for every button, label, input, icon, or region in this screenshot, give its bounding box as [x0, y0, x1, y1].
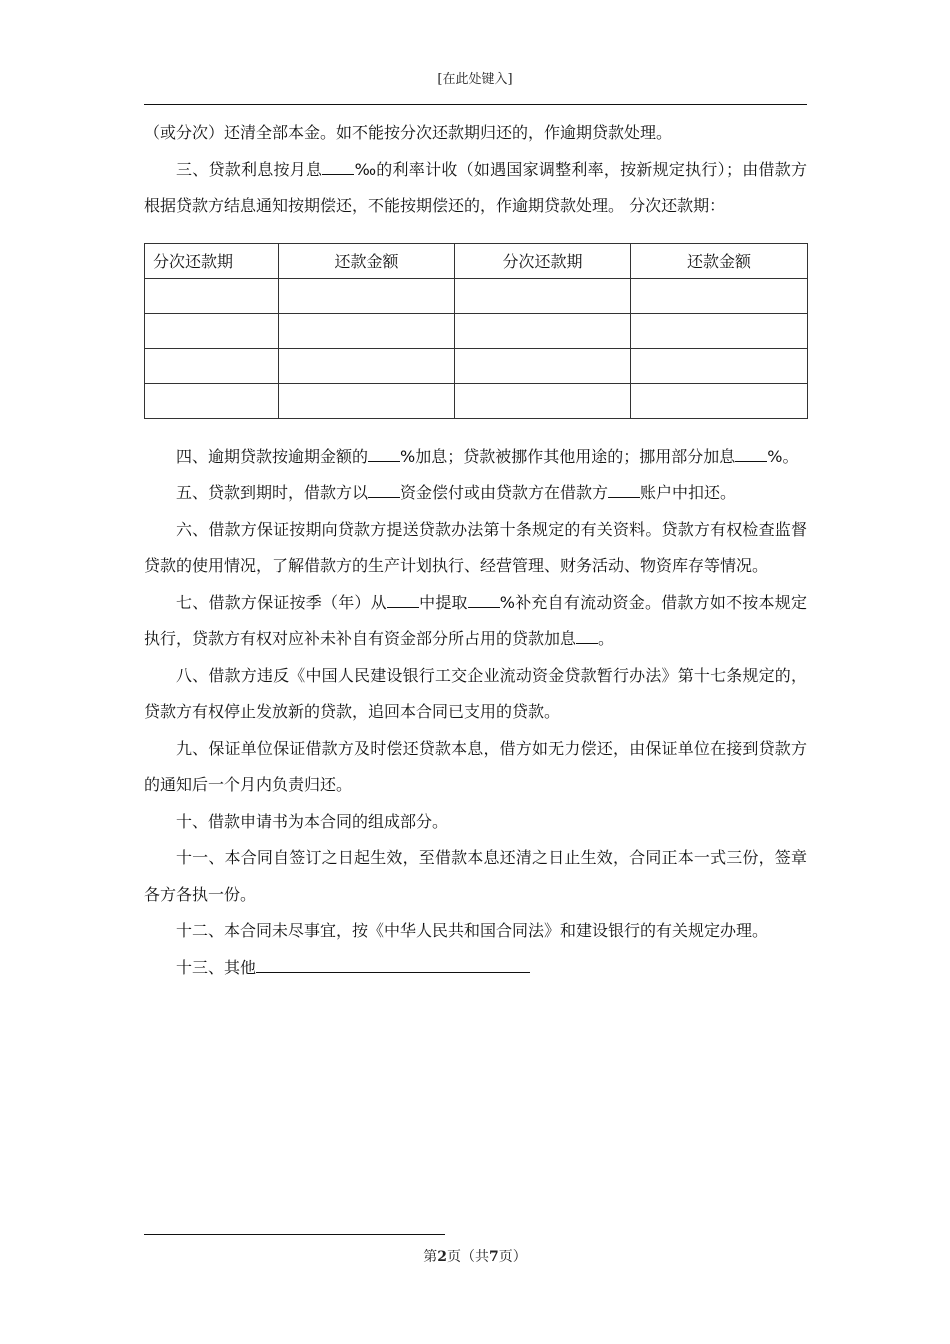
table-cell[interactable]: [455, 383, 631, 418]
table-header-cell: 还款金额: [631, 243, 808, 278]
clause-5: [144, 475, 807, 512]
clause-5-text-b: 资金偿付或由贷款方在借款方: [400, 483, 609, 502]
table-cell[interactable]: [279, 348, 455, 383]
percent-blank: [468, 589, 500, 608]
clause-4-text-a: 四、逾期贷款按逾期金额的: [176, 446, 369, 466]
table-header-row: [145, 243, 808, 278]
account-blank: [608, 479, 640, 498]
clause-7-text-c: %补充自有流动资金。借款方如不按本规定执行，贷款方有权对应补未补自有资金部分所占用的贷款加息: [144, 592, 807, 648]
table-header-cell: 分次还款期: [455, 243, 631, 278]
clause-6: 六、借款方保证按期向贷款方提送贷款办法第十条规定的有关资料。贷款方有权检查监督贷款的使用情况，了解借款方的生产计划执行、经营管理、财务活动、物资库存等情况。: [144, 519, 807, 575]
footer-rule: [144, 1234, 445, 1235]
table-cell[interactable]: [455, 348, 631, 383]
clause-12: 十二、本合同未尽事宜，按《中华人民共和国合同法》和建设银行的有关规定办理。: [176, 921, 769, 940]
clause-4-text-c: %。: [767, 446, 799, 466]
source-blank: [387, 589, 419, 608]
table-cell[interactable]: [455, 313, 631, 348]
table-row: [145, 278, 808, 313]
other-terms-blank: [256, 954, 530, 973]
table-cell[interactable]: [455, 278, 631, 313]
clause-10: 十、借款申请书为本合同的组成部分。: [176, 811, 449, 831]
clause-3-text-a: 三、贷款利息按月息: [176, 159, 323, 179]
overdue-rate-blank: [368, 443, 400, 462]
table-cell[interactable]: [631, 278, 808, 313]
fund-source-blank: [368, 479, 400, 498]
repayment-schedule-table: [144, 243, 808, 419]
clause-4: [144, 439, 807, 476]
penalty-rate-blank: [576, 625, 598, 644]
clause-8: 八、借款方违反《中国人民建设银行工交企业流动资金贷款暂行办法》第十七条规定的，贷款方有权停止发放新的贷款，追回本合同已支用的贷款。: [144, 665, 807, 721]
clause-5-text-a: 五、贷款到期时，借款方以: [176, 483, 369, 502]
table-cell[interactable]: [279, 383, 455, 418]
clause-7: [144, 585, 807, 658]
clause-7-text-a: 七、借款方保证按季（年）从: [176, 592, 387, 612]
current-page: 2: [437, 1249, 447, 1265]
clause-4-text-b: %加息；贷款被挪作其他用途的；挪用部分加息: [400, 446, 736, 466]
misuse-rate-blank: [735, 443, 767, 462]
table-row: [145, 348, 808, 383]
clause-11: 十一、本合同自签订之日起生效，至借款本息还清之日止生效，合同正本一式三份，签章各方各执一份。: [144, 848, 807, 904]
clause-5-text-c: 账户中扣还。: [640, 483, 737, 502]
header-rule: [144, 104, 807, 105]
clause-13-text: 十三、其他: [176, 957, 257, 977]
table-row: [145, 383, 808, 418]
paragraph-continuation: （或分次）还清全部本金。如不能按分次还款期归还的，作逾期贷款处理。: [144, 123, 673, 142]
header-placeholder[interactable]: [在此处键入]: [437, 72, 513, 87]
table-header-cell: 分次还款期: [145, 243, 279, 278]
clause-7-text-d: 。: [598, 629, 615, 648]
page-prefix: 第: [423, 1249, 438, 1265]
table-cell[interactable]: [279, 278, 455, 313]
page-number: [0, 1246, 950, 1266]
table-cell[interactable]: [145, 313, 279, 348]
page-suffix: 页）: [498, 1249, 527, 1265]
table-row: [145, 313, 808, 348]
contract-body: [144, 115, 807, 986]
table-cell[interactable]: [631, 348, 808, 383]
interest-rate-blank: [322, 156, 354, 175]
page-mid: 页（共: [447, 1249, 489, 1265]
table-cell[interactable]: [631, 383, 808, 418]
table-cell[interactable]: [145, 278, 279, 313]
total-pages: 7: [489, 1249, 499, 1265]
clause-3: [144, 152, 807, 225]
table-cell[interactable]: [279, 313, 455, 348]
table-header-cell: 还款金额: [279, 243, 455, 278]
clause-7-text-b: 中提取: [418, 592, 468, 612]
table-cell[interactable]: [631, 313, 808, 348]
clause-13: [144, 950, 807, 987]
clause-9: 九、保证单位保证借款方及时偿还贷款本息，借方如无力偿还，由保证单位在接到贷款方的通知后一个月内负责归还。: [144, 738, 807, 794]
clause-3-text-b: ‰的利率计收（如遇国家调整利率，按新规定执行）；由借款方根据贷款方结息通知按期偿还，不能按期偿还的，作逾期贷款处理。 分次还款期：: [144, 159, 807, 215]
table-cell[interactable]: [145, 383, 279, 418]
table-cell[interactable]: [145, 348, 279, 383]
